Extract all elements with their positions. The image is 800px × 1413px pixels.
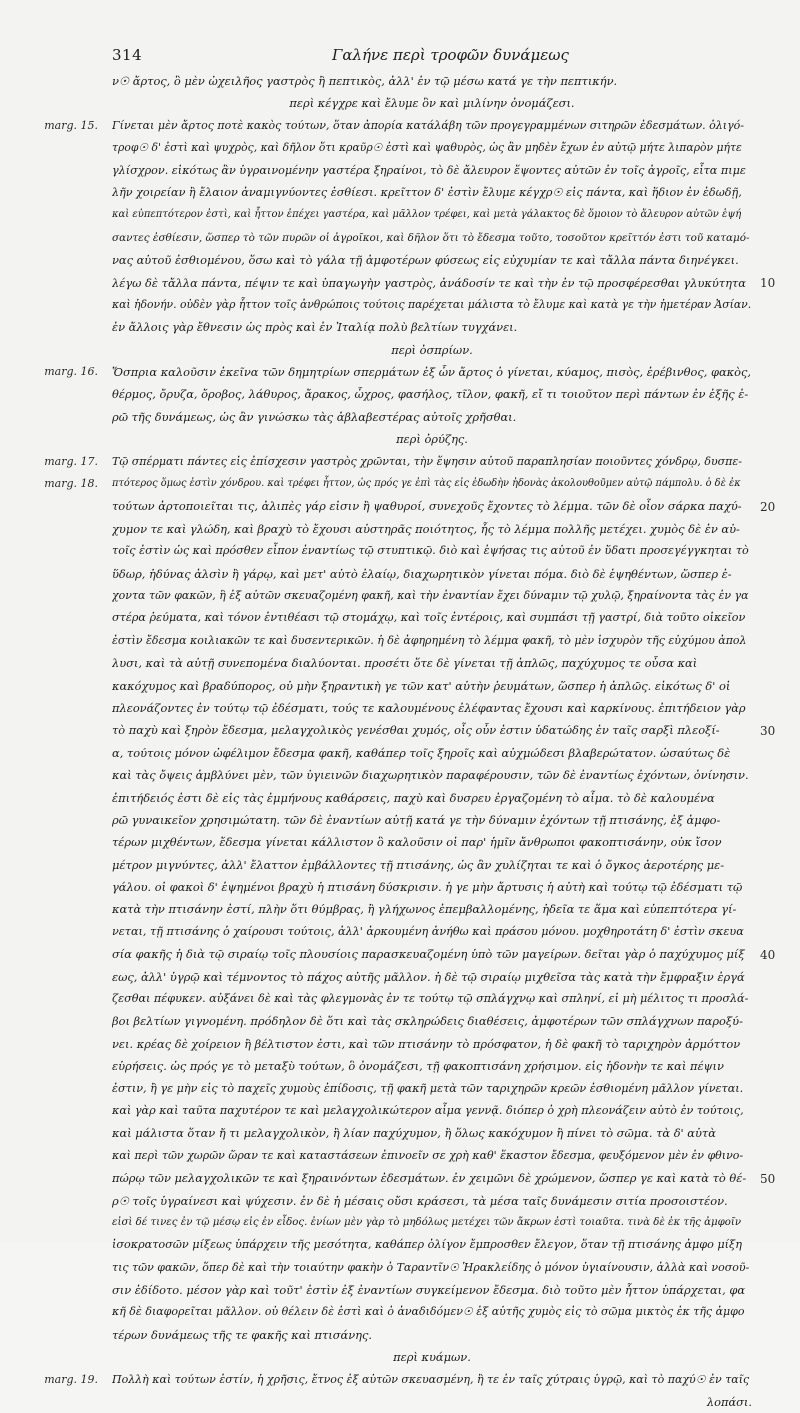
- running-head: Γαλήνε περὶ τροφῶν δυνάμεως: [332, 46, 569, 64]
- text-line: νεται, τῇ πτισάνης ὁ χαίρουσι τούτοις, ἀλλ' ἀρκουμένη ἀνήθω καὶ πράσου μόνου. μοχθηροτάτη δ' ἐστὶν σκευα: [112, 924, 744, 938]
- text-line: ἐπιτήδειός ἐστι δὲ εἰς τὰς ἐμμήνους καθάρσεις, παχὺ καὶ δυσρευ ἐργαζομένη τὸ αἷμα. τὸ δὲ καλουμένα: [112, 790, 715, 805]
- text-line: βοι βελτίων γιγνομένη. πρόδηλον δὲ ὅτι καὶ τὰς σκληρώδεις διαθέσεις, ἀμφοτέρων τῶν σπλάγχνων παροξύ-: [112, 1014, 743, 1029]
- text-line: ν☉ ἄρτος, ὃ μὲν ὠχειλῆος γαστρὸς ἢ πεπτικὸς, ἀλλ' ἐν τῷ μέσω κατά γε τὴν πεπτικήν.: [112, 74, 618, 88]
- text-line: τὸ παχὺ καὶ ξηρὸν ἔδεσμα, μελαγχολικὸς γενέσθαι χυμός, οἷς οὖν ἐστιν ὑδατώδης ἐν ταῖς σαρξὶ πλεοξί-: [112, 723, 720, 738]
- text-line: νας αὐτοῦ ἐσθιομένου, ὅσω καὶ τὸ γάλα τῇ ἀμφοτέρων φύσεως εἰς εὐχυμίαν τε καὶ τἄλλα πάντα διηνέγκει.: [112, 253, 739, 268]
- text-line: ἰσοκρατοσῶν μίξεως ὑπάρχειν τῆς μεσότητα, καθάπερ ὀλίγον ἔμπροσθεν ἔλεγον, ὅταν τῇ πτισάνης ἀμφο μίξη: [112, 1238, 742, 1252]
- text-line: γάλου. οἱ φακοὶ δ' ἑψημένοι βραχὺ ἡ πτισάνη δύσκρισιν. ἡ γε μὴν ἄρτυσις ἡ αὐτὴ καὶ τούτῳ τῷ ἐδέσματι τῷ: [112, 880, 743, 895]
- text-line: γλίσχρον. εἰκότως ἂν ὑγραινομένην γαστέρα ξηραίνοι, τὸ δὲ ἄλευρον ἕψοντες αὐτῶν ἐν τοῖς ἀγροῖς, εἶτα πιμε: [112, 163, 746, 177]
- text-line: κῆ δὲ διαφορεῖται μᾶλλον. οὐ θέλειν δὲ ἐστὶ καὶ ὁ ἀναδιδόμεν☉ ἐξ αὐτῆς χυμὸς εἰς τὸ σῶμα μικτὸς ἐκ τῆς ἀμφο: [112, 1305, 745, 1319]
- text-line: ζεσθαι πέφυκεν. αὐξάνει δὲ καὶ τὰς φλεγμονὰς ἐν τε τούτῳ τῷ σπλάγχνῳ καὶ σπληνί, εἰ μὴ μέλιτος τι προσλά-: [112, 992, 749, 1006]
- text-line: λῆν χοιρείαν ἢ ἔλαιον ἀναμιγνύοντες ἐσθίεσι. κρεῖττον δ' ἐστὶν ἔλυμε κέγχρ☉ εἰς πάντα, καὶ ἥδιον ἐν ἐδωδῇ,: [112, 185, 742, 199]
- margin-note: marg. 15.: [44, 118, 98, 132]
- text-line: θέρμος, ὄρυζα, ὄροβος, λάθυρος, ἄρακος, ὦχρος, φασήλος, τῖλον, φακῆ, εἴ τι τοιοῦτον περὶ πάντων ἐν ἐξῆς ἐ-: [112, 387, 749, 402]
- text-line: χοντα τῶν φακῶν, ἣ ἐξ αὐτῶν σκευαζομένη φακῆ, καὶ τὴν ἐναντίαν ἔχει δύναμιν τῷ χυλῷ, ξηραίνοντα τὰς ἐν γα: [112, 588, 749, 602]
- text-line: λέγω δὲ τἄλλα πάντα, πέψιν τε καὶ ὑπαγωγὴν γαστρὸς, ἀνάδοσίν τε καὶ τὴν ἐν τῷ προσφέρεσθαι γλυκύτητα: [112, 275, 746, 290]
- text-line: πώρῳ τῶν μελαγχολικῶν τε καὶ ξηραινόντων ἐδεσμάτων. ἐν χειμῶνι δὲ χρώμενον, ὥσπερ γε καὶ κατὰ τὸ θέ-: [112, 1171, 747, 1186]
- section-heading: περὶ κέγχρε καὶ ἔλυμε ὃν καὶ μιλίνην ὀνομάζεσι.: [289, 96, 575, 111]
- text-line: λοπάσι.: [706, 1395, 752, 1410]
- text-line: πτότερος ὅμως ἐστὶν χόνδρου. καὶ τρέφει ἧττον, ὡς πρός γε ἐπὶ τὰς εἰς ἐδωδὴν ἡδονὰς ἀκολουθοῦμεν αὐτῷ πάμπολυ. ὁ δὲ ἐκ: [112, 478, 741, 490]
- text-line: εὑρήσεις. ὡς πρός γε τὸ μεταξὺ τούτων, ὃ ὀνομάζεσι, τῇ φακοπτισάνη χρήσιμον. εἰς ἡδονὴν τε καὶ πέψιν: [112, 1059, 724, 1074]
- text-line: σαντες ἐσθίεσιν, ὥσπερ τὸ τῶν πυρῶν οἱ ἀγροῖκοι, καὶ δῆλον ὅτι τὸ ἔδεσμα τοῦτο, τοσοῦτον κρεῖττόν ἐστι τοῦ καταμό-: [112, 231, 750, 244]
- text-line: Πολλὴ καὶ τούτων ἐστίν, ἡ χρῆσις, ἔτνος ἐξ αὐτῶν σκευασμένη, ἢ τε ἐν ταῖς χύτραις ὑγρῷ, καὶ τὸ παχύ☉ ἐν ταῖς: [112, 1372, 750, 1386]
- text-line: κατὰ τὴν πτισάνην ἐστί, πλὴν ὅτι θύμβρας, ἢ γλήχωνος ἐπεμβαλλομένης, ἡδεῖα τε ἅμα καὶ εὐπεπτότερα γί-: [112, 902, 737, 917]
- text-line: κακόχυμος καὶ βραδύπορος, οὐ μὴν ξηραντικὴ γε τῶν κατ' αὐτὴν ῥευμάτων, ὥσπερ ἡ ἀπλῶς. εἰκότως δ' οἱ: [112, 678, 731, 693]
- text-line: Γίνεται μὲν ἄρτος ποτὲ κακὸς τούτων, ὅταν ἀπορία κατάλάβη τῶν προγεγραμμένων σιτηρῶν ἐδεσμάτων. ὀλιγό-: [112, 118, 744, 132]
- text-line: ρῶ τῆς δυνάμεως, ὡς ἂν γινώσκω τὰς ἀβλαβεστέρας αὐτοῖς χρῆσθαι.: [112, 409, 517, 424]
- text-line: τέρων μιχθέντων, ἔδεσμα γίνεται κάλλιστον ὃ καλοῦσιν οἱ παρ' ἡμῖν ἄνθρωποι φακοπτισάνην, οὐκ ἴσον: [112, 835, 722, 850]
- line-number: 10: [760, 275, 776, 290]
- text-line: μέτρον μιγνύντες, ἀλλ' ἔλαττον ἐμβάλλοντες τῇ πτισάνης, ὡς ἂν χυλίζηται τε καὶ ὁ ὄγκος ἀεροτέρης με-: [112, 857, 725, 872]
- page-number: 314: [112, 46, 143, 64]
- line-number: 50: [760, 1171, 776, 1186]
- text-line: καὶ περὶ τῶν χωρῶν ὥραν τε καὶ καταστάσεων ἐπινοεῖν σε χρὴ καθ' ἕκαστον ἔδεσμα, φευξόμενον μὲν ἐν φθινο-: [112, 1148, 744, 1162]
- text-line: χυμον τε καὶ γλώδη, καὶ βραχὺ τὸ ἔχουσι αὐστηρᾶς ποιότητος, ἧς τὸ λέμμα πολλῆς μετέχει. χυμὸς δὲ ἐν αὐ-: [112, 521, 740, 536]
- page-header: [112, 46, 752, 68]
- margin-note: marg. 17.: [44, 454, 98, 468]
- section-heading: περὶ ὀσπρίων.: [391, 342, 473, 357]
- text-line: εως, ἀλλ' ὑγρῷ καὶ τέμνοντος τὸ πάχος αὐτῆς μᾶλλον. ἡ δὲ τῷ σιραίῳ μιχθεῖσα τὰς κατὰ τὴν ἔμφραξιν ἐργά: [112, 969, 745, 984]
- text-line: εἰσὶ δέ τινες ἐν τῷ μέσῳ εἰς ἐν εἶδος. ἐνίων μὲν γὰρ τὸ μηδόλως μετέχει τῶν ἄκρων ἐστὶ τοιαῦτα. τινὰ δὲ ἐκ τῆς ἀμφοῖν: [112, 1216, 742, 1228]
- text-line: ἐν ἄλλοις γὰρ ἔθνεσιν ὡς πρὸς καὶ ἐν Ἰταλίᾳ πολὺ βελτίων τυγχάνει.: [112, 320, 518, 335]
- text-line: καὶ εὐπεπτότερον ἐστὶ, καὶ ἧττον ἐπέχει γαστέρα, καὶ μᾶλλον τρέφει, καὶ μετὰ γάλακτος δὲ ὅμοιον τὸ ἄλευρον αὐτῶν ἑψή: [112, 209, 742, 221]
- text-line: σιν ἐδίδοτο. μέσον γὰρ καὶ τοῦτ' ἐστὶν ἐξ ἐναντίων συγκείμενον ἔδεσμα. διὸ τοῦτο μὲν ἧττον ὑπάρχεται, φα: [112, 1283, 746, 1298]
- text-line: νει. κρέας δὲ χοίρειον ἢ βέλτιστον ἐστι, καὶ τῶν πτισάνην τὸ πρόσφατον, ἡ δὲ φακῆ τὸ ταριχηρὸν ἁρμόττον: [112, 1036, 741, 1051]
- text-line: λυσι, καὶ τὰ αὐτῇ συνεπομένα διαλύονται. προσέτι ὅτε δὲ γίνεται τῇ ἁπλῶς, παχύχυμος τε οὖσα καὶ: [112, 656, 698, 671]
- text-line: τέρων δυνάμεως τῆς τε φακῆς καὶ πτισάνης.: [112, 1327, 372, 1342]
- text-line: τοῖς ἐστὶν ὡς καὶ πρόσθεν εἶπον ἐναντίως τῷ στυπτικῷ. διὸ καὶ ἑψήσας τις αὐτοῦ ἐν ὕδατι προσεγέγγκηται τὸ: [112, 544, 749, 558]
- line-number: 40: [760, 947, 776, 962]
- text-line: καὶ τὰς ὄψεις ἀμβλύνει μὲν, τῶν ὑγιεινῶν διαχωρητικὸν παραφέρουσιν, τῶν δὲ ἐναντίως ἐχόντων, ὀνίνησιν.: [112, 768, 749, 783]
- text-line: ἐστὶν ἔδεσμα κοιλιακῶν τε καὶ δυσεντερικῶν. ἡ δὲ ἀφηρημένη τὸ λέμμα φακῆ, τὸ μὲν ἰσχυρὸν τῆς εὐχύμου ἀπολ: [112, 633, 747, 647]
- text-line: ρῶ γυναικεῖον χρησιμώτατη. τῶν δὲ ἐναντίων αὐτῇ κατά γε τὴν δύναμιν ἐχόντων τῇ πτισάνης, ἐξ ἀμφο-: [112, 812, 721, 827]
- text-line: καὶ γὰρ καὶ ταῦτα παχυτέρον τε καὶ μελαγχολικώτερον αἷμα γεννᾷ. διόπερ ὁ χρὴ πλεονάζειν αὐτὸ ἐν τούτοις,: [112, 1103, 744, 1117]
- text-line: στέρα ῥεύματα, καὶ τόνον ἐντιθέασι τῷ στομάχῳ, καὶ τοῖς ἐντέροις, καὶ συμπάσι τῇ γαστρί, διὰ τοῦτο οἰκεῖον: [112, 611, 746, 625]
- body-text: [112, 70, 752, 1413]
- margin-note: marg. 18.: [44, 477, 98, 491]
- text-line: Ὅσπρια καλοῦσιν ἐκεῖνα τῶν δημητρίων σπερμάτων ἐξ ὧν ἄρτος ὁ γίνεται, κύαμος, πισὸς, ἐρέβινθος, φακὸς,: [112, 365, 751, 380]
- text-line: ὕδωρ, ἠδύνας ἁλσὶν ἢ γάρῳ, καὶ μετ' αὐτὸ ἐλαίῳ, διαχωρητικὸν γίνεται πόμα. διὸ δὲ ἑψηθέντων, ὥσπερ ἐ-: [112, 566, 732, 581]
- text-line: καὶ μάλιστα ὅταν ἤ τι μελαγχολικὸν, ἢ λίαν παχύχυμον, ἢ ὅλως κακόχυμον ἢ πίνει τὸ σῶμα. τὰ δ' αὐτὰ: [112, 1126, 716, 1141]
- line-number: 30: [760, 723, 776, 738]
- text-line: σία φακῆς ἡ διὰ τῷ σιραίῳ τοῖς πλουσίοις παρασκευαζομένη ὑπὸ τῶν μαγείρων. δεῖται γὰρ ὁ παχύχυμος μίξ: [112, 947, 745, 962]
- section-heading: περὶ ὀρύζης.: [396, 432, 468, 447]
- text-line: ἐστιν, ἢ γε μὴν εἰς τὸ παχεῖς χυμοὺς ἐπίδοσις, τῇ φακῆ μετὰ τῶν ταριχηρῶν κρεῶν ἐσθιομένη μᾶλλον γίνεται.: [112, 1081, 744, 1095]
- text-line: καὶ ἡδονήν. οὐδὲν γὰρ ἧττον τοῖς ἀνθρώποις τούτοις παρέχεται μάλιστα τὸ ἔλυμε καὶ κατὰ γε τὴν ἡμετέραν Ἀσίαν.: [112, 297, 752, 311]
- margin-note: marg. 19.: [44, 1373, 98, 1387]
- text-line: Τῷ σπέρματι πάντες εἰς ἐπίσχεσιν γαστρὸς χρῶνται, τὴν ἕψησιν αὐτοῦ παραπλησίαν ποιοῦντες χόνδρῳ, δυσπε-: [112, 454, 742, 468]
- text-line: τροφ☉ δ' ἐστὶ καὶ ψυχρὸς, καὶ δῆλον ὅτι κραῦρ☉ ἐστὶ καὶ ψαθυρὸς, ὡς ἂν μηδὲν ἔχων ἐν αὐτῷ μήτε λιπαρὸν μήτε: [112, 141, 742, 155]
- text-line: πλεονάζοντες ἐν τούτῳ τῷ ἐδέσματι, τούς τε καλουμένους ἐλέφαντας ἔχουσι καὶ καρκίνους. ἐπιτήδειον γὰρ: [112, 700, 746, 715]
- line-number: 20: [760, 499, 776, 514]
- text-line: τούτων ἀρτοποιεῖται τις, ἀλιπὲς γάρ εἰσιν ἢ ψαθυροί, συνεχοῦς ἔχοντες τὸ λέμμα. τῶν δὲ οἷον σάρκα παχύ-: [112, 499, 742, 514]
- margin-note: marg. 16.: [44, 365, 98, 379]
- section-heading: περὶ κυάμων.: [393, 1350, 471, 1365]
- text-line: α, τούτοις μόνον ὠφέλιμον ἔδεσμα φακῆ, καθάπερ τοῖς ξηροῖς καὶ αὐχμώδεσι βλαβερώτατον. ὡσαύτως δὲ: [112, 745, 731, 760]
- text-line: ρ☉ τοῖς ὑγραίνεσι καὶ ψύχεσιν. ἐν δὲ ἡ μέσαις οὔσι κράσεσι, τὰ μέσα ταῖς δυνάμεσιν σιτία προσοιστέον.: [112, 1193, 728, 1208]
- text-line: τις τῶν φακῶν, ὅπερ δὲ καὶ τὴν τοιαύτην φακὴν ὁ Ταραντῖν☉ Ἡρακλείδης ὁ μόνον ὑγιαίνουσιν, ἀλλὰ καὶ νοσοῦ-: [112, 1260, 750, 1274]
